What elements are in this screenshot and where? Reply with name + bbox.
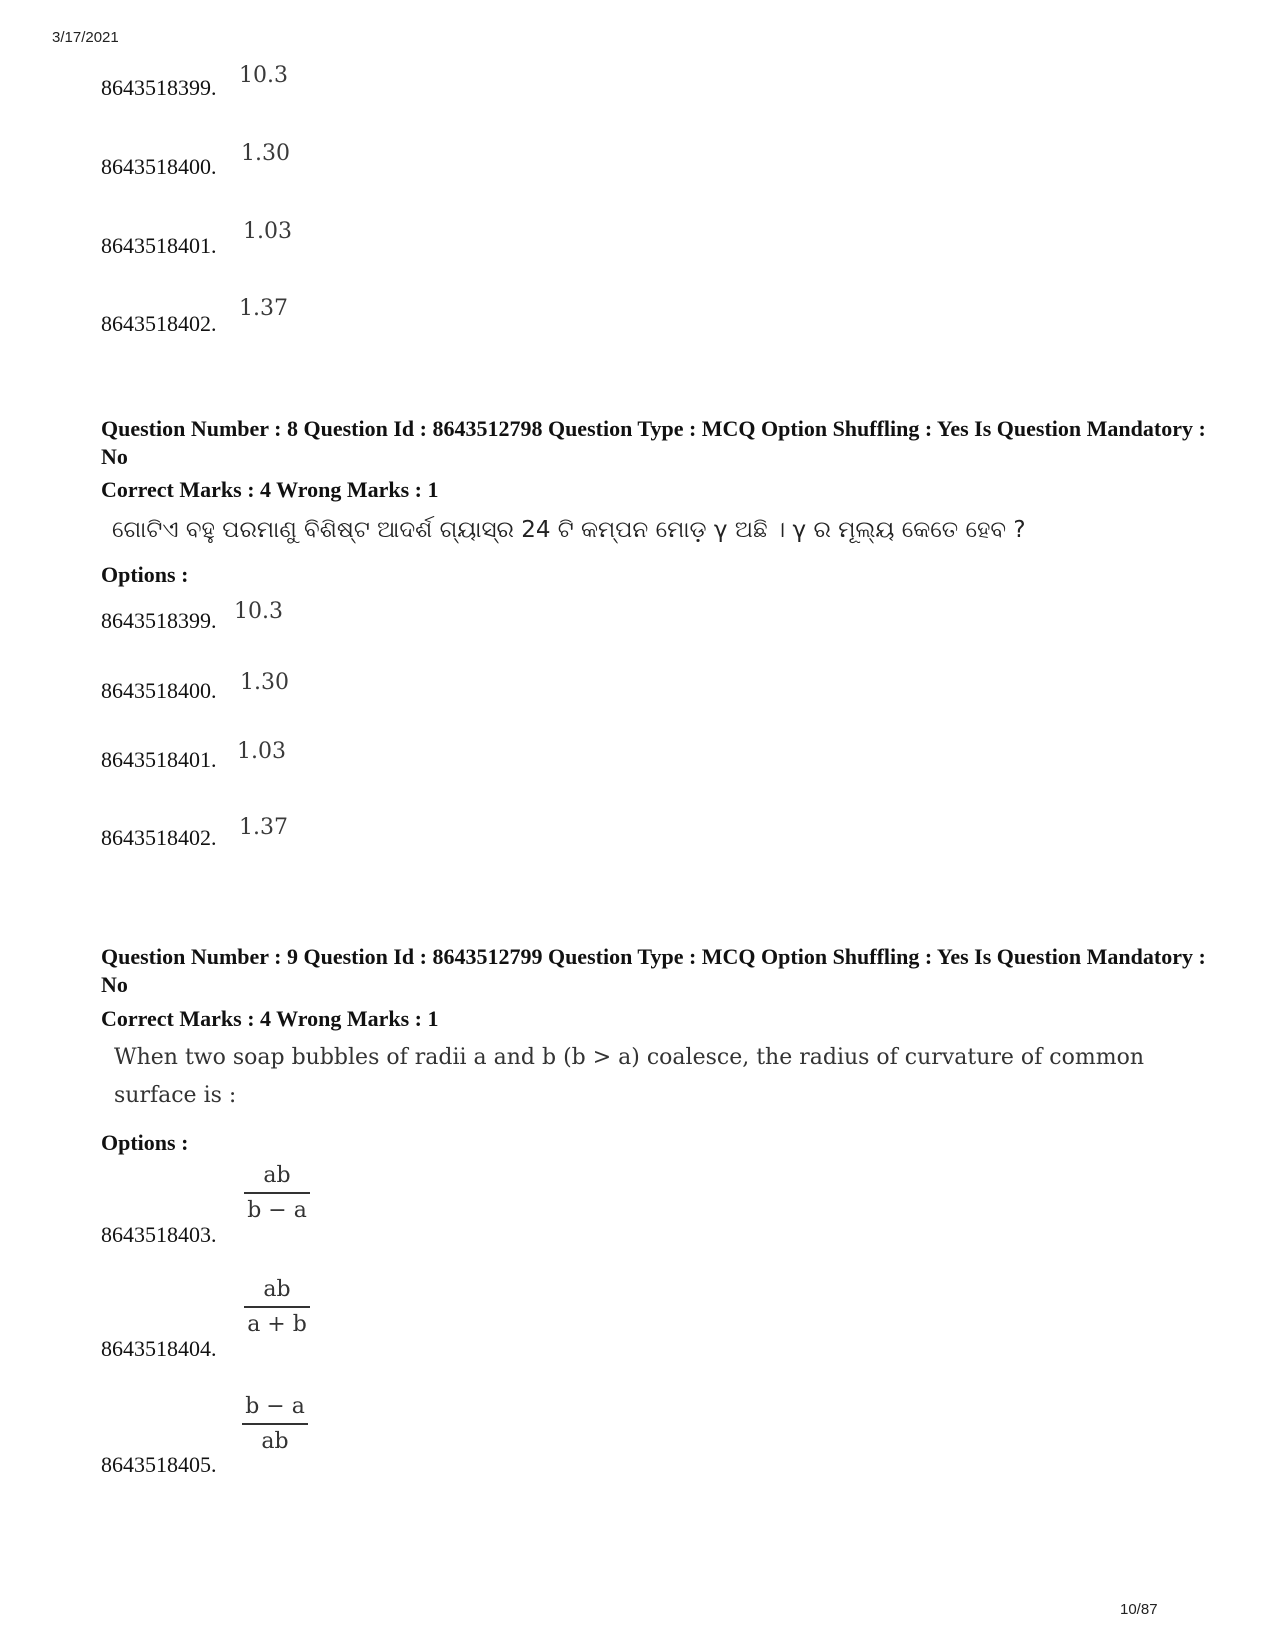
question-header: Question Number : 9 Question Id : 8643512799 Question Type : MCQ Option Shuffling : Yes Is Question Mandatory : No xyxy=(101,944,1206,997)
fraction-numerator: ab xyxy=(263,1163,291,1188)
print-date: 3/17/2021 xyxy=(52,29,119,46)
option-id: 8643518401. xyxy=(101,747,217,772)
option-id: 8643518403. xyxy=(101,1222,217,1247)
option-id: 8643518404. xyxy=(101,1336,217,1361)
option-id: 8643518405. xyxy=(101,1452,217,1477)
option-value: 1.37 xyxy=(239,296,288,321)
option-value: 1.30 xyxy=(241,141,290,166)
fraction-denominator: ab xyxy=(261,1429,289,1454)
question-text: When two soap bubbles of radii a and b (b > a) coalesce, the radius of curvature of common surface is : xyxy=(114,1045,1144,1108)
option-value: 1.37 xyxy=(239,815,288,840)
question-marks: Correct Marks : 4 Wrong Marks : 1 xyxy=(101,1006,439,1031)
fraction-option xyxy=(242,1394,308,1454)
option-id: 8643518399. xyxy=(101,75,217,100)
option-id: 8643518400. xyxy=(101,154,217,179)
fraction-option xyxy=(244,1277,310,1337)
option-id: 8643518402. xyxy=(101,311,217,336)
fraction-denominator: b − a xyxy=(247,1198,307,1223)
option-value: 10.3 xyxy=(234,599,283,624)
option-id: 8643518402. xyxy=(101,825,217,850)
option-value: 1.30 xyxy=(240,670,289,695)
option-value: 1.03 xyxy=(243,219,292,244)
options-label: Options : xyxy=(101,562,189,587)
question-marks: Correct Marks : 4 Wrong Marks : 1 xyxy=(101,477,439,502)
options-label: Options : xyxy=(101,1130,189,1155)
option-id: 8643518401. xyxy=(101,233,217,258)
option-value: 10.3 xyxy=(239,63,288,88)
page-number: 10/87 xyxy=(1120,1601,1158,1618)
question-header: Question Number : 8 Question Id : 8643512798 Question Type : MCQ Option Shuffling : Yes Is Question Mandatory : No xyxy=(101,416,1206,469)
fraction-option xyxy=(244,1163,310,1223)
fraction-denominator: a + b xyxy=(247,1312,307,1337)
option-id: 8643518400. xyxy=(101,678,217,703)
fraction-numerator: ab xyxy=(263,1277,291,1302)
option-id: 8643518399. xyxy=(101,608,217,633)
option-value: 1.03 xyxy=(237,739,286,764)
question-text: ଗୋଟିଏ ବହୁ ପରମାଣୁ ବିଶିଷ୍ଟ ଆଦର୍ଶ ଗ୍ୟାସ୍‌ର 24 ଟି କମ୍ପନ ମୋଡ଼ γ ଅଛି । γ ର ମୂଲ୍ୟ କେତେ ହେବ ? xyxy=(112,517,1026,543)
fraction-numerator: b − a xyxy=(245,1394,305,1419)
